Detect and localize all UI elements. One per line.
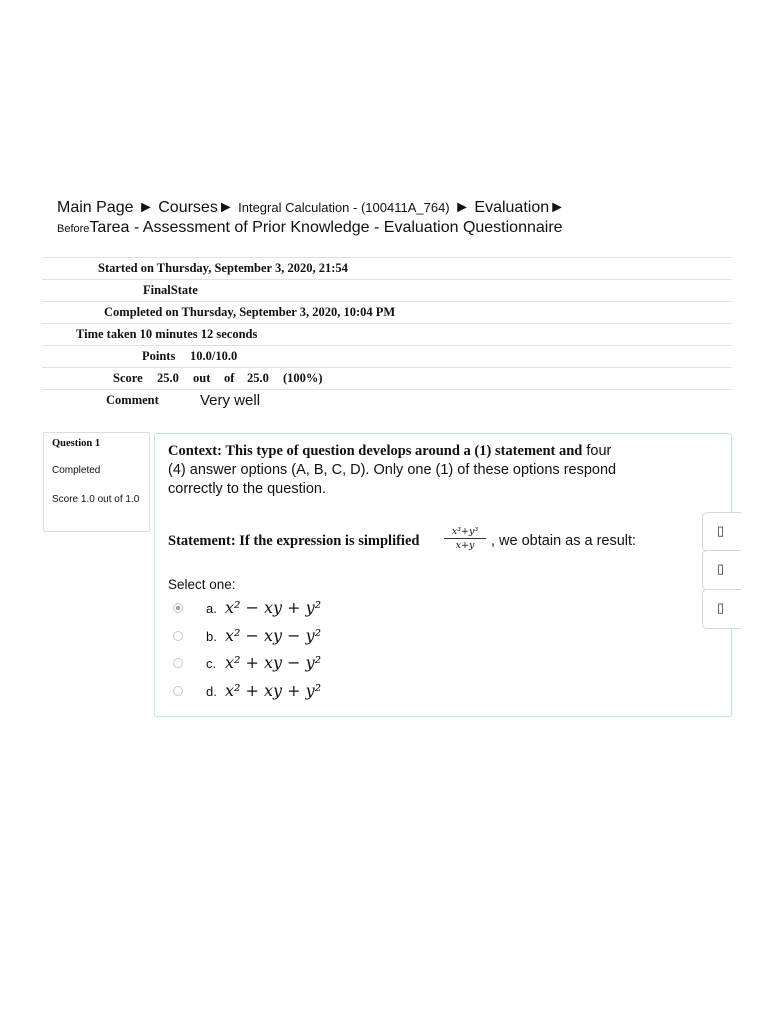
fraction-denominator: x+y xyxy=(455,540,475,551)
option-letter: d. xyxy=(206,684,217,699)
question-number: Question 1 xyxy=(52,438,101,449)
question-score: Score 1.0 out of 1.0 xyxy=(52,494,140,505)
summary-row-completed xyxy=(42,301,732,323)
side-nav-button-3[interactable] xyxy=(702,589,741,629)
breadcrumb-separator: ► xyxy=(454,199,470,216)
option-expression: x² − xy − y² xyxy=(225,626,322,645)
score-out: out xyxy=(193,371,211,385)
breadcrumb-before[interactable]: Before xyxy=(57,223,90,235)
option-letter: a. xyxy=(206,601,217,616)
breadcrumb-courses[interactable]: Courses xyxy=(158,199,218,216)
breadcrumb-main-page[interactable]: Main Page xyxy=(57,199,134,216)
comment-label: Comment xyxy=(106,393,159,407)
radio-button[interactable] xyxy=(173,658,183,668)
score-percent: (100%) xyxy=(283,371,323,385)
breadcrumb-evaluation[interactable]: Evaluation xyxy=(474,199,550,216)
missing-glyph-icon: ▯ xyxy=(717,523,725,538)
question-content xyxy=(154,433,732,717)
missing-glyph-icon: ▯ xyxy=(717,600,725,615)
summary-row-state xyxy=(42,279,732,301)
context-text: four (4) answer options (A, B, C, D). Only one (1) of these options respond correctly to the question. xyxy=(168,443,617,497)
breadcrumb xyxy=(57,198,565,218)
summary-row-started xyxy=(42,257,732,279)
radio-button[interactable] xyxy=(173,686,183,696)
breadcrumb-quiz[interactable]: Tarea - Assessment of Prior Knowledge - Evaluation Questionnaire xyxy=(89,219,563,236)
summary-row-time xyxy=(42,323,732,345)
option-letter: c. xyxy=(206,656,217,671)
statement-result-text: , we obtain as a result: xyxy=(491,533,637,549)
missing-glyph-icon: ▯ xyxy=(717,561,725,576)
question-info xyxy=(43,432,150,532)
comment-value: Very well xyxy=(200,392,261,409)
context-heading: Context: This type of question develops around a (1) statement and xyxy=(168,443,583,459)
option-expression: x² − xy + y² xyxy=(225,598,322,617)
question-context xyxy=(168,442,620,499)
radio-button[interactable] xyxy=(173,603,183,613)
score-label: Score xyxy=(113,371,143,385)
score-total: 25.0 xyxy=(247,371,269,385)
option-expression: x² + xy − y² xyxy=(225,653,322,672)
option-letter: b. xyxy=(206,629,217,644)
started-on: Started on Thursday, September 3, 2020, 21:54 xyxy=(98,261,348,275)
radio-button[interactable] xyxy=(173,631,183,641)
side-nav-button-2[interactable] xyxy=(702,550,741,590)
option-expression: x² + xy + y² xyxy=(225,681,322,700)
fraction-expression xyxy=(444,526,486,551)
breadcrumb-course[interactable]: Integral Calculation - (100411A_764) xyxy=(238,200,450,215)
points-label: Points xyxy=(142,349,176,363)
breadcrumb-separator: ► xyxy=(549,199,565,216)
fraction-numerator: x³+y³ xyxy=(444,526,486,539)
attempt-summary xyxy=(42,257,732,412)
summary-row-score xyxy=(42,367,732,389)
completed-on: Completed on Thursday, September 3, 2020, 10:04 PM xyxy=(104,305,396,319)
score-value: 25.0 xyxy=(157,371,179,385)
score-of: of xyxy=(224,371,235,385)
summary-row-points xyxy=(42,345,732,367)
points-value: 10.0/10.0 xyxy=(190,349,238,363)
question-statement: Statement: If the expression is simplified xyxy=(168,533,420,549)
summary-row-comment xyxy=(42,389,732,412)
breadcrumb-line-2 xyxy=(57,218,563,239)
side-nav-button-1[interactable] xyxy=(702,512,741,552)
breadcrumb-separator: ► xyxy=(137,199,154,216)
time-taken: Time taken 10 minutes 12 seconds xyxy=(76,327,258,341)
breadcrumb-separator: ► xyxy=(217,199,234,216)
state: FinalState xyxy=(143,283,198,297)
select-one-label: Select one: xyxy=(168,577,236,592)
question-status: Completed xyxy=(52,465,101,476)
